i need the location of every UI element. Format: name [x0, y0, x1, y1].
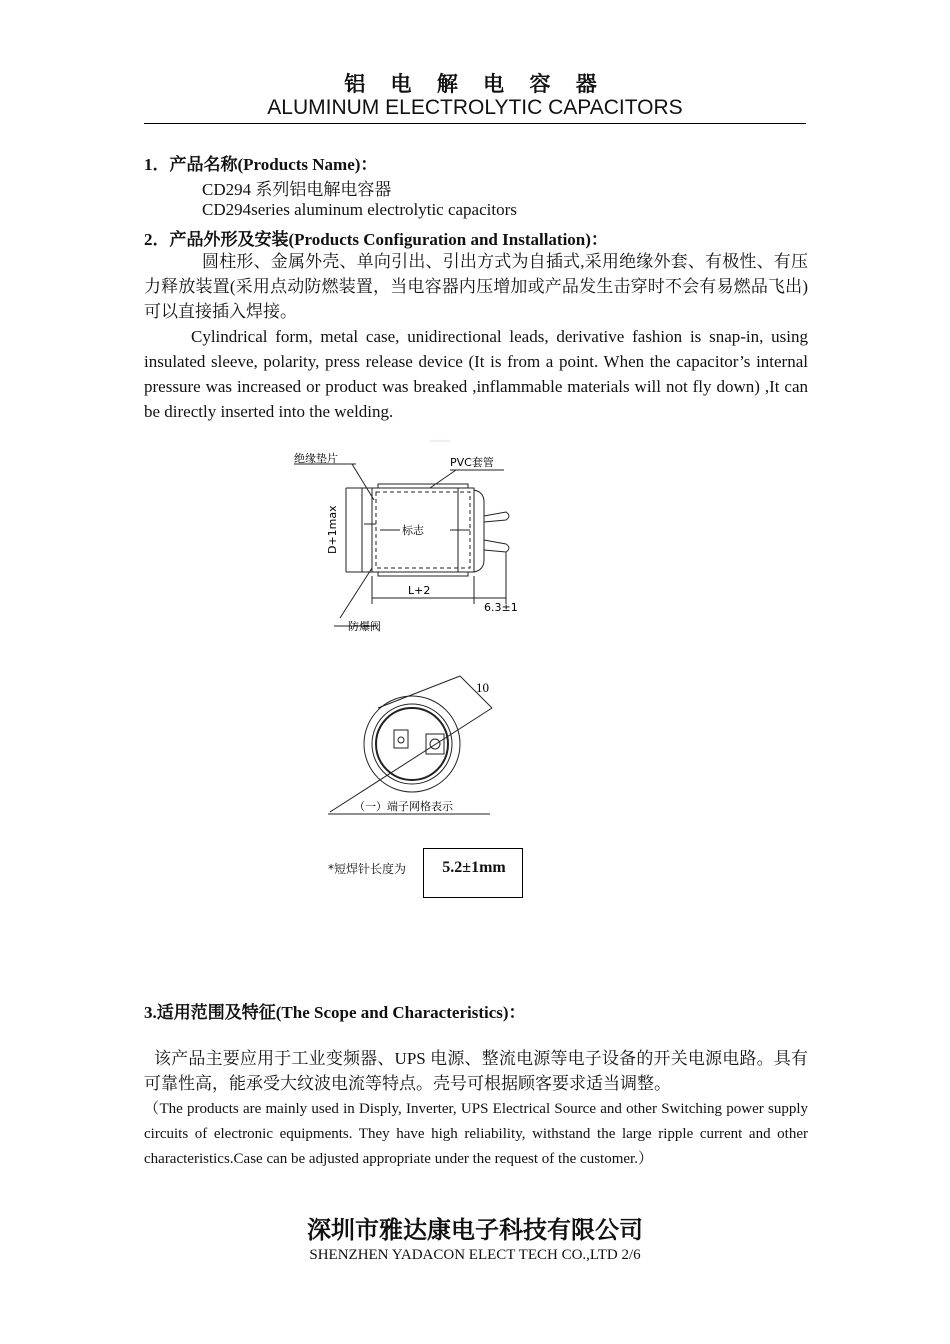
header-rule — [144, 123, 806, 124]
company-name-cn: 深圳市雅达康电子科技有限公司 — [307, 1216, 643, 1244]
section1-heading: 1．产品名称(Products Name)： — [144, 155, 378, 174]
mark-label: 标志 — [402, 524, 424, 537]
side-view-diagram — [280, 440, 540, 640]
section2-heading: 2．产品外形及安装(Products Configuration and Installation)： — [144, 230, 608, 249]
insulator-label: 绝缘垫片 — [294, 452, 338, 465]
section3-heading: 3.适用范围及特征(The Scope and Characteristics)： — [144, 1003, 526, 1022]
scope-desc-cn: 该产品主要应用于工业变频器、UPS 电源、整流电源等电子设备的开关电源电路。具有可靠性高，能承受大纹波电流等特点。壳号可根据顾客要求适当调整。 — [144, 1049, 808, 1093]
sleeve-label: PVC套管 — [450, 456, 494, 469]
top-dim-label: 10 — [476, 680, 489, 695]
product-name-en: CD294series aluminum electrolytic capacitors — [202, 200, 517, 219]
height-label: D+1max — [326, 505, 339, 554]
top-view-diagram — [290, 660, 520, 820]
terminal-grid-caption: （一）端子网格表示 — [354, 800, 453, 813]
length-label: L+2 — [408, 584, 431, 597]
config-desc-en: Cylindrical form, metal case, unidirectional leads, derivative fashion is snap-in, using insulated sleeve, polarity, press release device (It is from a point. When the capacitor’s internal pressure was increased or product was breaked ,inflammable materials will not fly down) ,It can be directly inserted into the welding. — [144, 327, 808, 421]
title-chinese: 铝 电 解 电 容 器 — [344, 72, 606, 96]
product-name-cn: CD294 系列铝电解电容器 — [202, 180, 392, 199]
config-desc-cn: 圆柱形、金属外壳、单向引出、引出方式为自插式,采用绝缘外套、有极性、有压力释放装置(采用点动防燃装置，当电容器内压增加或产品发生击穿时不会有易燃品飞出)可以直接插入焊接。 — [144, 252, 808, 321]
lead-dim-label: 6.3±1 — [484, 601, 518, 614]
vent-label: 防爆阀 — [348, 620, 381, 633]
scope-desc-en: （The products are mainly used in Disply, Inverter, UPS Electrical Source and other Switching power supply circuits of electronic equipments. They have high reliability, withstand the large ripple current and other characteristics.Case can be adjusted appropriate under the request of the customer.） — [144, 1101, 808, 1167]
pin-length-value: 5.2±1mm — [423, 848, 523, 898]
title-english: ALUMINUM ELECTROLYTIC CAPACITORS — [267, 96, 683, 119]
pin-length-label: *短焊针长度为 — [328, 862, 407, 876]
company-name-en: SHENZHEN YADACON ELECT TECH CO.,LTD 2/6 — [309, 1247, 641, 1263]
